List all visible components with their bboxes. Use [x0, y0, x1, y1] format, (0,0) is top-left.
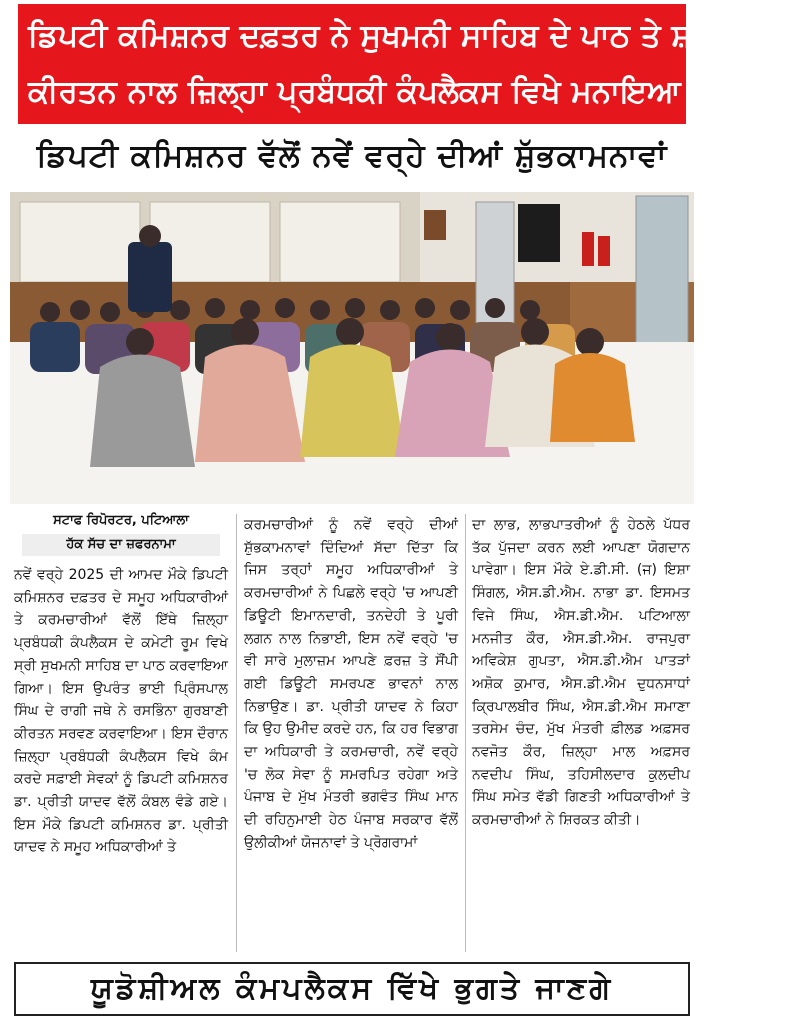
- event-photo: [10, 192, 694, 504]
- byline: [22, 510, 220, 560]
- article-column-3: ਦਾ ਲਾਭ, ਲਾਭਪਾਤਰੀਆਂ ਨੂੰ ਹੇਠਲੇ ਪੱਧਰ ਤੱਕ ਪੁੱਜਦਾ ਕਰਨ ਲਈ ਆਪਣਾ ਯੋਗਦਾਨ ਪਾਵੇਗਾ। ਇਸ ਮੌਕੇ ਏ.ਡੀ.ਸੀ. (ਜ) ਇਸ਼ਾ ਸਿੰਗਲ, ਐਸ.ਡੀ.ਐਮ. ਨਾਭਾ ਡਾ. ਇਸਮਤ ਵਿਜੇ ਸਿੰਘ, ਐਸ.ਡੀ.ਐਮ. ਪਟਿਆਲਾ ਮਨਜੀਤ ਕੌਰ, ਐਸ.ਡੀ.ਐਮ. ਰਾਜਪੁਰਾ ਅਵਿਕੇਸ਼ ਗੁਪਤਾ, ਐਸ.ਡੀ.ਐਮ ਪਾਤੜਾਂ ਅਸ਼ੋਕ ਕੁਮਾਰ, ਐਸ.ਡੀ.ਐਮ ਦੁਧਨਸਾਧਾਂ ਕ੍ਰਿਪਾਲਬੀਰ ਸਿੰਘ, ਐਸ.ਡੀ.ਐਮ ਸਮਾਣਾ ਤਰਸੇਮ ਚੰਦ, ਮੁੱਖ ਮੰਤਰੀ ਫ਼ੀਲਡ ਅਫ਼ਸਰ ਨਵਜੋਤ ਕੌਰ, ਜ਼ਿਲ੍ਹਾ ਮਾਲ ਅਫ਼ਸਰ ਨਵਦੀਪ ਸਿੰਘ, ਤਹਿਸੀਲਦਾਰ ਕੁਲਦੀਪ ਸਿੰਘ ਸਮੇਤ ਵੱਡੀ ਗਿਣਤੀ ਅਧਿਕਾਰੀਆਂ ਤੇ ਕਰਮਚਾਰੀਆਂ ਨੇ ਸ਼ਿਰਕਤ ਕੀਤੀ।: [472, 517, 690, 829]
- column-divider: [236, 514, 237, 952]
- headline-line-1: ਡਿਪਟੀ ਕਮਿਸ਼ਨਰ ਦਫ਼ਤਰ ਨੇ ਸੁਖਮਨੀ ਸਾਹਿਬ ਦੇ ਪਾਠ ਤੇ ਸ਼ਬਦ: [28, 18, 732, 54]
- article-column-1: ਨਵੇਂ ਵਰ੍ਹੇ 2025 ਦੀ ਆਮਦ ਮੌਕੇ ਡਿਪਟੀ ਕਮਿਸ਼ਨਰ ਦਫ਼ਤਰ ਦੇ ਸਮੂਹ ਅਧਿਕਾਰੀਆਂ ਤੇ ਕਰਮਚਾਰੀਆਂ ਵੱਲੋਂ ਇੱਥੇ ਜ਼ਿਲ੍ਹਾ ਪ੍ਰਬੰਧਕੀ ਕੰਪਲੈਕਸ ਦੇ ਕਮੇਟੀ ਰੂਮ ਵਿਖੇ ਸ੍ਰੀ ਸੁਖਮਨੀ ਸਾਹਿਬ ਦਾ ਪਾਠ ਕਰਵਾਇਆ ਗਿਆ। ਇਸ ਉਪਰੰਤ ਭਾਈ ਪ੍ਰਿੰਸਪਾਲ ਸਿੰਘ ਦੇ ਰਾਗੀ ਜਥੇ ਨੇ ਰਸਭਿੰਨਾ ਗੁਰਬਾਣੀ ਕੀਰਤਨ ਸਰਵਣ ਕਰਵਾਇਆ। ਇਸ ਦੌਰਾਨ ਜ਼ਿਲ੍ਹਾ ਪ੍ਰਬੰਧਕੀ ਕੰਪਲੈਕਸ ਵਿਖੇ ਕੰਮ ਕਰਦੇ ਸਫ਼ਾਈ ਸੇਵਕਾਂ ਨੂੰ ਡਿਪਟੀ ਕਮਿਸ਼ਨਰ ਡਾ. ਪ੍ਰੀਤੀ ਯਾਦਵ ਵੱਲੋਂ ਕੰਬਲ ਵੰਡੇ ਗਏ। ਇਸ ਮੌਕੇ ਡਿਪਟੀ ਕਮਿਸ਼ਨਰ ਡਾ. ਪ੍ਰੀਤੀ ਯਾਦਵ ਨੇ ਸਮੂਹ ਅਧਿਕਾਰੀਆਂ ਤੇ: [14, 567, 228, 856]
- reporter-credit: ਸਟਾਫ ਰਿਪੋਰਟਰ, ਪਟਿਆਲਾ: [53, 513, 189, 528]
- headline-banner: [18, 4, 800, 124]
- sub-headline: ਡਿਪਟੀ ਕਮਿਸ਼ਨਰ ਵੱਲੋਂ ਨਵੇਂ ਵਰ੍ਹੇ ਦੀਆਂ ਸ਼ੁੱਭਕਾਮਨਾਵਾਂ: [36, 138, 668, 174]
- column-divider: [465, 514, 466, 952]
- article-column-2: ਕਰਮਚਾਰੀਆਂ ਨੂੰ ਨਵੇਂ ਵਰ੍ਹੇ ਦੀਆਂ ਸ਼ੁੱਭਕਾਮਨਾਵਾਂ ਦਿੰਦਿਆਂ ਸੱਦਾ ਦਿੱਤਾ ਕਿ ਜਿਸ ਤਰ੍ਹਾਂ ਸਮੂਹ ਅਧਿਕਾਰੀਆਂ ਤੇ ਕਰਮਚਾਰੀਆਂ ਨੇ ਪਿਛਲੇ ਵਰ੍ਹੇ 'ਚ ਆਪਣੀ ਡਿਊਟੀ ਇਮਾਨਦਾਰੀ, ਤਨਦੇਹੀ ਤੇ ਪੂਰੀ ਲਗਨ ਨਾਲ ਨਿਭਾਈ, ਇਸ ਨਵੇਂ ਵਰ੍ਹੇ 'ਚ ਵੀ ਸਾਰੇ ਮੁਲਾਜ਼ਮ ਆਪਣੇ ਫ਼ਰਜ਼ ਤੇ ਸੌਂਪੀ ਗਈ ਡਿਊਟੀ ਸਮਰਪਣ ਭਾਵਨਾਂ ਨਾਲ ਨਿਭਾਉਣ। ਡਾ. ਪ੍ਰੀਤੀ ਯਾਦਵ ਨੇ ਕਿਹਾ ਕਿ ਉਹ ਉਮੀਦ ਕਰਦੇ ਹਨ, ਕਿ ਹਰ ਵਿਭਾਗ ਦਾ ਅਧਿਕਾਰੀ ਤੇ ਕਰਮਚਾਰੀ, ਨਵੇਂ ਵਰ੍ਹੇ 'ਚ ਲੋਕ ਸੇਵਾ ਨੂੰ ਸਮਰਪਿਤ ਰਹੇਗਾ ਅਤੇ ਪੰਜਾਬ ਦੇ ਮੁੱਖ ਮੰਤਰੀ ਭਗਵੰਤ ਸਿੰਘ ਮਾਨ ਦੀ ਰਹਿਨੁਮਾਈ ਹੇਠ ਪੰਜਾਬ ਸਰਕਾਰ ਵੱਲੋਂ ਉਲੀਕੀਆਂ ਯੋਜਨਾਵਾਂ ਤੇ ਪ੍ਰੋਗਰਾਮਾਂ: [244, 517, 458, 851]
- headline-line-2: ਕੀਰਤਨ ਨਾਲ ਜ਼ਿਲ੍ਹਾ ਪ੍ਰਬੰਧਕੀ ਕੰਪਲੈਕਸ ਵਿਖੇ ਮਨਾਇਆ ਨਵਾਂ ਸਾਲ: [28, 74, 800, 110]
- publication-tagline: ਹੱਕ ਸੱਚ ਦਾ ਜ਼ਫਰਨਾਮਾ: [22, 534, 220, 556]
- bottom-headline: ਯੂਡੋਸ਼ੀਅਲ ਕੰਮਪਲੈਕਸ ਵਿੱਖੇ ਭੁਗਤੇ ਜਾਣਗੇ: [14, 962, 690, 1016]
